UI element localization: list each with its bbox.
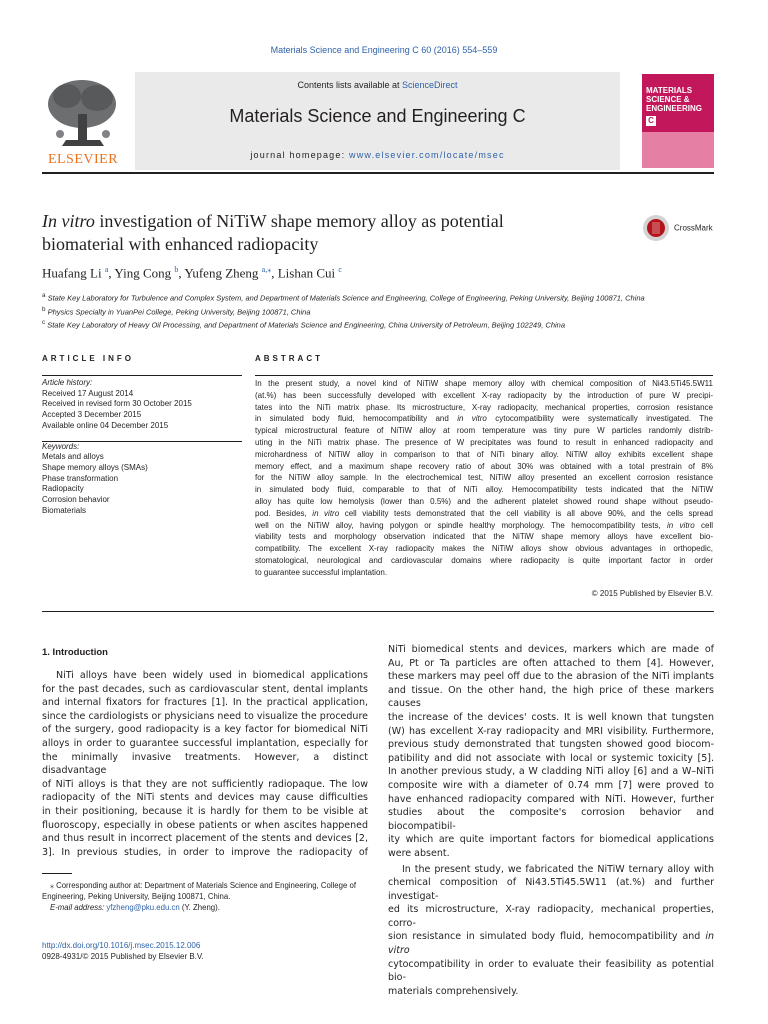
doi-link[interactable]: http://dx.doi.org/10.1016/j.msec.2015.12.006 (42, 941, 201, 950)
body-line: NiTi biomedical stents and devices, markers which are made of (388, 644, 714, 655)
abstract-line: memory effect, and a maximum shape recovery ratio of about 30% was obtained with a total prestrain of 8% (255, 461, 713, 471)
body-line: sion resistance in simulated body fluid, hemocompatibility and in vitro (388, 931, 714, 957)
body-line: and thus result in incorrect placement of the stents and devices [2, (42, 833, 368, 845)
body-line: were absent. (388, 847, 450, 859)
body-line: for the past decades, such as cardiovascular stent, dental implants (42, 683, 368, 695)
title-part-2: biomaterial with enhanced radiopacity (42, 234, 319, 254)
journal-masthead (135, 72, 620, 170)
corresponding-footnote (42, 880, 372, 913)
author-name[interactable]: Yufeng Zheng (184, 265, 259, 281)
keywords-label: Keywords: (42, 441, 80, 451)
affiliation-text: Physics Specialty in YuanPei College, Peking University, Beijing 100871, China (47, 307, 311, 316)
body-line: Au, Pt or Ta particles are often attached to them [4]. However, (388, 657, 714, 669)
affiliation-mark: c (42, 319, 46, 326)
author-name[interactable]: Lishan Cui (277, 265, 336, 281)
author-affiliation-mark[interactable]: c (338, 265, 342, 274)
abstract-text (255, 378, 713, 579)
history-item: Available online 04 December 2015 (42, 420, 169, 430)
body-line: in their positioning, because it is hardly for them to be visible at (42, 805, 368, 817)
email-line (42, 902, 372, 913)
affiliation-item (42, 317, 714, 331)
corresponding-author: ⁎ Corresponding author at: Department of Materials Science and Engineering, College of Engineering, Peking University, Beijing 100871, China. (42, 881, 356, 901)
author-name[interactable]: Ying Cong (114, 265, 172, 281)
doi-block (42, 940, 204, 962)
email-label: E-mail address: (50, 903, 107, 912)
author-affiliation-mark[interactable]: b (174, 265, 179, 274)
abstract-line: compatibility. The excellent X-ray radiopacity makes the NiTiW alloys show obvious advantages in orthopedic, (255, 544, 713, 554)
author-name[interactable]: Huafang Li (42, 265, 102, 281)
body-line: cytocompatibility in order to evaluate their feasibility as potential bio- (388, 958, 714, 984)
article-info-heading: ARTICLE INFO (42, 354, 134, 363)
author-list (42, 265, 342, 281)
body-line: patibility and did not associate with local or systemic toxicity [5]. (388, 752, 714, 764)
footnote-rule (42, 873, 72, 874)
body-line: chemical composition of Ni43.5Ti45.5W11 (at.%) and further investigat- (388, 877, 714, 902)
journal-reference[interactable]: Materials Science and Engineering C 60 (2016) 554–559 (270, 45, 498, 55)
abstract-line: viability tests and morphology observation indicated that the NiTiW shape memory alloys have excellent bio- (255, 532, 713, 542)
history-item: Accepted 3 December 2015 (42, 410, 142, 420)
title-italic: In vitro (42, 211, 95, 231)
keyword-item: Biomaterials (42, 505, 87, 515)
keyword-item: Phase transformation (42, 473, 119, 483)
body-line: ity which are quite important factors for biomedical applications (388, 834, 714, 846)
journal-cover[interactable] (642, 74, 714, 168)
cover-title-1: MATERIALS (646, 86, 693, 95)
homepage-prefix: journal homepage: (250, 150, 349, 160)
author-separator: , (108, 265, 115, 281)
title-part-1: investigation of NiTiW shape memory alloy as potential (94, 211, 504, 231)
abstract-line: to guarantee successful implantation. (255, 567, 388, 577)
history-item: Received in revised form 30 October 2015 (42, 399, 192, 409)
journal-title: Materials Science and Engineering C (229, 106, 526, 126)
crossmark-icon (642, 214, 670, 242)
author-affiliation-mark[interactable]: a,⁎ (261, 265, 272, 274)
elsevier-tree-icon (42, 74, 124, 154)
body-line: previous study demonstrated that tungsten showed good biocom- (388, 739, 714, 751)
sciencedirect-link[interactable]: ScienceDirect (402, 80, 458, 90)
abstract-heading: ABSTRACT (255, 354, 323, 363)
copyright-line: © 2015 Published by Elsevier B.V. (591, 589, 713, 598)
keyword-item: Radiopacity (42, 484, 84, 494)
body-line: fluoroscopy, especially in obese patients or when ascites happened (42, 819, 368, 831)
author-separator: , (178, 265, 185, 281)
abstract-line: in simulated body fluid, hemocompatibility and in vitro cytocompatibility were systematically investigated. The (255, 414, 714, 424)
abstract-line: stomatological, neurological and cardiovascular domains where radiopacity is quite important factor in order (255, 555, 713, 565)
abstract-line: In the present study, a novel kind of NiTiW shape memory alloy with chemical composition of Ni43.5Ti45.5W11 (255, 379, 713, 388)
elsevier-logo (42, 74, 124, 166)
abstract-line: well on the NiTiW alloy, having polygon or spindle healthy morphology. The hemocompatibility tests, in vitro cell (255, 520, 714, 530)
affiliation-text: State Key Laboratory for Turbulence and Complex System, and Department of Materials Science and Engineering, College of Engineering, Peking University, Beijing 100871, China (47, 293, 645, 303)
abstract-line: for the NiTiW alloy sample. In the electrochemical test, NiTiW alloy presented an excellent corrosion resistance (255, 473, 713, 483)
history-label: Article history: (42, 378, 93, 387)
author-affiliation-mark[interactable]: a (104, 265, 109, 274)
header-rule (42, 172, 714, 174)
body-line: materials comprehensively. (388, 985, 519, 997)
body-line: composite wire with a diameter of 0.74 mm [7] were proved to (388, 779, 714, 791)
body-line: studies about the composite's corrosion behavior and biocompatibil- (388, 807, 714, 832)
elsevier-wordmark: ELSEVIER (47, 152, 119, 167)
abstract-line: (at.%) has been successfully developed with excellent X-ray radiopacity by the introduction of pure W precipi- (255, 390, 713, 400)
intro-left-column (42, 669, 368, 859)
body-line: of NiTi alloys is that they are not sufficiently radiopaque. The low (42, 778, 368, 790)
keyword-item: Shape memory alloys (SMAs) (42, 462, 148, 472)
body-line: ed its microstructure, X-ray radiopacity, mechanical properties, corro- (388, 904, 714, 929)
abstract-line: typical microstructural feature of NiTiW alloy at room temperature was tiny pure W particles randomly distrib- (255, 426, 713, 436)
body-line: radiopacity of the NiTi stents and devices may cause difficulties (42, 792, 368, 804)
affiliation-mark: b (42, 305, 46, 313)
body-line: have enhanced radiopacity compared with NiTi. However, further (388, 793, 714, 805)
intro-right-column (388, 643, 714, 998)
cover-title-2: SCIENCE & (646, 95, 690, 104)
keywords-rule (42, 441, 242, 442)
abstract-line: microhardness of NiTiW alloy in comparison to that of NiTi binary alloy. NiTiW alloy exhibits excellent shape (255, 449, 713, 459)
contents-line (135, 80, 620, 90)
introduction-heading: 1. Introduction (42, 647, 108, 658)
affiliation-mark: a (42, 292, 46, 299)
crossmark-label: CrossMark (674, 223, 713, 233)
affiliation-item (42, 290, 714, 304)
article-info (42, 378, 242, 516)
issn-line: 0928-4931/© 2015 Published by Elsevier B.V. (42, 952, 204, 961)
article-title (42, 210, 602, 256)
affiliation-list (42, 290, 714, 331)
cover-title-3: ENGINEERING (646, 104, 703, 113)
body-line: the minimally invasive treatments. However, a distinct disadvantage (42, 751, 368, 777)
affiliation-text: State Key Laboratory of Heavy Oil Processing, and Department of Materials Science and Engineering, China University of Petroleum, Beijing 102249, China (47, 320, 565, 330)
body-line: the increase of the devices' costs. It is well known that tungsten (388, 711, 714, 723)
body-line: In another previous study, a W cladding NiTi alloy [6] and a W–NiTi (388, 766, 714, 778)
body-line: NiTi alloys have been widely used in biomedical applications (56, 670, 368, 681)
body-rule (42, 611, 714, 612)
keyword-item: Corrosion behavior (42, 495, 110, 505)
abstract-line: in simulated body fluid, comparable to that of NiTi alloy. Hemocompatibility tests indicated that the NiTiW (255, 485, 713, 495)
affiliation-item (42, 304, 714, 318)
homepage-link[interactable]: www.elsevier.com/locate/msec (349, 150, 505, 160)
body-line: and tissue. On the other hand, the high price of these markers causes (388, 684, 714, 710)
cover-image (642, 132, 714, 168)
abstract-line: uting in the NiTi matrix phase. The presence of W precipitates was found to result in enhanced radiopacity and (255, 437, 713, 447)
body-line: alloys in order to guarantee successful implantation, especially for (42, 737, 368, 749)
body-line: In the present study, we fabricated the NiTiW ternary alloy with (402, 863, 714, 875)
body-line: 3]. In previous studies, in order to improve the radiopacity of (42, 846, 368, 858)
body-line: these markers may peel off due to the abrasion of the NiTi implants (388, 671, 714, 683)
journal-homepage (135, 150, 620, 160)
abstract-rule (255, 375, 713, 376)
cover-letter: C (646, 116, 656, 126)
abstract-line: tates into the NiTi matrix phase. Its microstructure, X-ray radiopacity, mechanical properties, corrosion resistance (255, 402, 713, 412)
article-info-rule (42, 375, 242, 376)
contents-prefix: Contents lists available at (297, 80, 403, 90)
abstract-line: alloy has quite low hemolysis (lower than 0.5%) and the adherent platelet showed round shape without pseudo- (255, 496, 713, 506)
email-suffix: (Y. Zheng). (179, 903, 220, 912)
crossmark-badge[interactable] (642, 214, 713, 244)
body-line: since the cardiologists or physicians need to visualize the procedure (42, 710, 368, 722)
body-line: (W) has excellent X-ray radiopacity and MRI visibility. Furthermore, (388, 725, 714, 737)
email-link[interactable]: yfzheng@pku.edu.cn (106, 903, 180, 912)
keyword-item: Metals and alloys (42, 452, 104, 462)
author-separator: , (271, 265, 278, 281)
body-line: of the surgery, good radiopacity is a key factor for biomedical NiTi (42, 724, 368, 736)
history-item: Received 17 August 2014 (42, 388, 134, 398)
abstract-line: pod. Besides, in vitro cell viability tests demonstrated that the cell viability is all above 90%, and the cells spread (255, 508, 714, 518)
body-line: and internal fixators for fractures [1]. In the practical application, (42, 697, 368, 709)
